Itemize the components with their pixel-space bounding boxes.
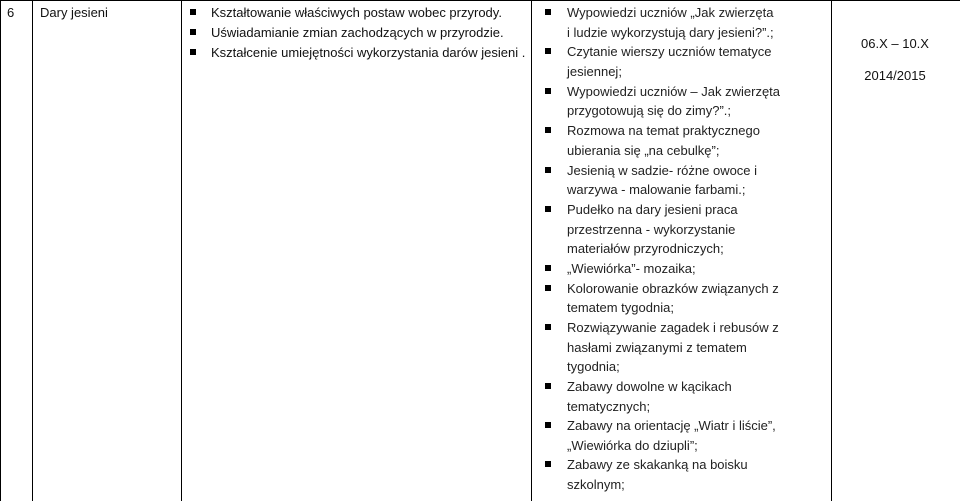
column-divider [531, 0, 532, 501]
activity-line: przygotowują się do zimy?”.; [567, 103, 732, 118]
bullet-icon [545, 206, 551, 212]
activity-line: Wypowiedzi uczniów – Jak zwierzęta [567, 84, 781, 99]
bullet-icon [190, 49, 196, 55]
school-year: 2014/2015 [864, 68, 926, 83]
activity-line: materiałów przyrodniczych; [567, 241, 724, 256]
activity-line: „Wiewiórka”- mozaika; [567, 261, 696, 276]
bullet-icon [545, 265, 551, 271]
activity-line: Zabawy dowolne w kącikach [567, 379, 732, 394]
activity-line: warzywa - malowanie farbami.; [567, 182, 746, 197]
activity-line: Czytanie wierszy uczniów tematyce [567, 44, 772, 59]
column-divider [32, 0, 33, 501]
bullet-icon [545, 461, 551, 467]
activity-line: Rozmowa na temat praktycznego [567, 123, 760, 138]
activity-line: szkolnym; [567, 477, 625, 492]
activity-line: Zabawy ze skakanką na boisku [567, 457, 748, 472]
activity-line: Wypowiedzi uczniów „Jak zwierzęta [567, 5, 774, 20]
activity-line: Pudełko na dary jesieni praca [567, 202, 738, 217]
activity-line: przestrzenna - wykorzystanie [567, 222, 736, 237]
activity-line: tematycznych; [567, 399, 651, 414]
bullet-icon [545, 285, 551, 291]
activity-line: jesiennej; [567, 64, 622, 79]
activity-line: tematem tygodnia; [567, 300, 674, 315]
activity-line: Jesienią w sadzie- różne owoce i [567, 163, 758, 178]
bullet-icon [190, 29, 196, 35]
bullet-icon [545, 167, 551, 173]
goal-item: Kształcenie umiejętności wykorzystania darów jesieni . [211, 45, 526, 60]
activity-line: hasłami związanymi z tematem [567, 340, 747, 355]
goal-item: Kształtowanie właściwych postaw wobec przyrody. [211, 5, 502, 20]
activity-line: Rozwiązywanie zagadek i rebusów z [567, 320, 779, 335]
row-number: 6 [7, 5, 15, 20]
bullet-icon [190, 9, 196, 15]
activity-line: Kolorowanie obrazków związanych z [567, 281, 779, 296]
goal-item: Uświadamianie zmian zachodzących w przyrodzie. [211, 25, 504, 40]
column-divider [181, 0, 182, 501]
bullet-icon [545, 127, 551, 133]
bullet-icon [545, 9, 551, 15]
bullet-icon [545, 324, 551, 330]
bullet-icon [545, 383, 551, 389]
activity-line: i ludzie wykorzystują dary jesieni?”.; [567, 25, 774, 40]
bullet-icon [545, 88, 551, 94]
activity-line: „Wiewiórka do dziupli”; [567, 438, 698, 453]
activity-line: Zabawy na orientację „Wiatr i liście”, [567, 418, 776, 433]
bullet-icon [545, 422, 551, 428]
topic-title: Dary jesieni [40, 5, 108, 20]
bullet-icon [545, 48, 551, 54]
activity-line: tygodnia; [567, 359, 620, 374]
activity-line: ubierania się „na cebulkę”; [567, 143, 720, 158]
date-range: 06.X – 10.X [861, 36, 929, 51]
